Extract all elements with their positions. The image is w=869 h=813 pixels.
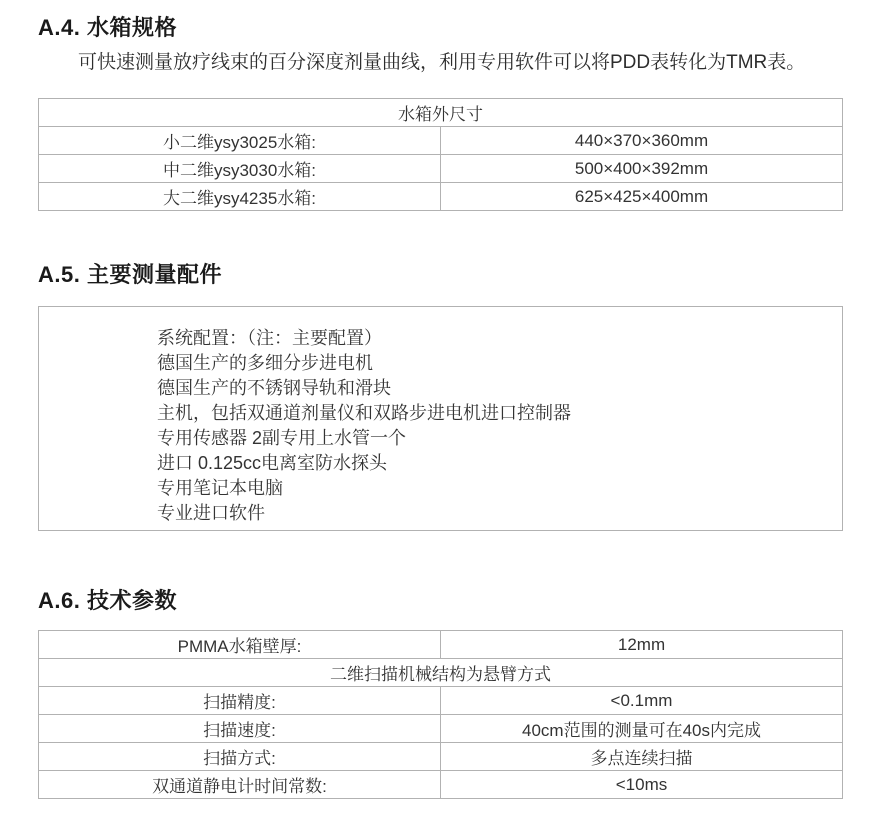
tank-size-value: 440×370×360mm (441, 127, 843, 155)
parameter-value: <10ms (441, 771, 843, 799)
technical-parameters-table (38, 630, 843, 799)
parameter-label: 扫描方式: (39, 743, 441, 771)
table-row (39, 771, 843, 799)
accessory-line: 系统配置：（注：主要配置） (157, 328, 382, 348)
table-row (39, 183, 843, 211)
parameter-value: <0.1mm (441, 687, 843, 715)
section-a5-heading: A.5. 主要测量配件 (38, 262, 222, 287)
tank-dimensions-table (38, 98, 843, 211)
parameter-label: 扫描精度: (39, 687, 441, 715)
section-a6-heading: A.6. 技术参数 (38, 588, 177, 613)
table-header-cell: 水箱外尺寸 (39, 99, 843, 127)
accessory-line: 德国生产的不锈钢导轨和滑块 (157, 378, 391, 398)
accessories-box (38, 306, 843, 531)
accessory-line: 主机，包括双通道剂量仪和双路步进电机进口控制器 (157, 403, 571, 423)
parameter-merged-cell: 二维扫描机械结构为悬臂方式 (39, 659, 843, 687)
tank-label: 大二维ysy4235水箱: (39, 183, 441, 211)
accessory-line: 德国生产的多细分步进电机 (157, 353, 373, 373)
parameter-value: 12mm (441, 631, 843, 659)
table-row (39, 743, 843, 771)
section-a4-paragraph: 可快速测量放疗线束的百分深度剂量曲线，利用专用软件可以将PDD表转化为TMR表。 (78, 52, 806, 73)
accessory-line: 专用笔记本电脑 (157, 478, 283, 498)
parameter-label: PMMA水箱壁厚: (39, 631, 441, 659)
accessory-line: 专用传感器 2副专用上水管一个 (157, 428, 407, 448)
table-row (39, 715, 843, 743)
table-row (39, 155, 843, 183)
tank-label: 小二维ysy3025水箱: (39, 127, 441, 155)
accessory-line: 进口 0.125cc电离室防水探头 (157, 453, 388, 473)
accessory-line: 专业进口软件 (157, 503, 265, 523)
table-row (39, 687, 843, 715)
table-row (39, 127, 843, 155)
parameter-value: 多点连续扫描 (441, 743, 843, 771)
parameter-label: 双通道静电计时间常数: (39, 771, 441, 799)
tank-label: 中二维ysy3030水箱: (39, 155, 441, 183)
parameter-label: 扫描速度: (39, 715, 441, 743)
table-merged-row (39, 659, 843, 687)
section-a4-heading: A.4. 水箱规格 (38, 15, 177, 40)
table-row (39, 631, 843, 659)
tank-size-value: 500×400×392mm (441, 155, 843, 183)
tank-size-value: 625×425×400mm (441, 183, 843, 211)
table-header-row (39, 99, 843, 127)
parameter-value: 40cm范围的测量可在40s内完成 (441, 715, 843, 743)
